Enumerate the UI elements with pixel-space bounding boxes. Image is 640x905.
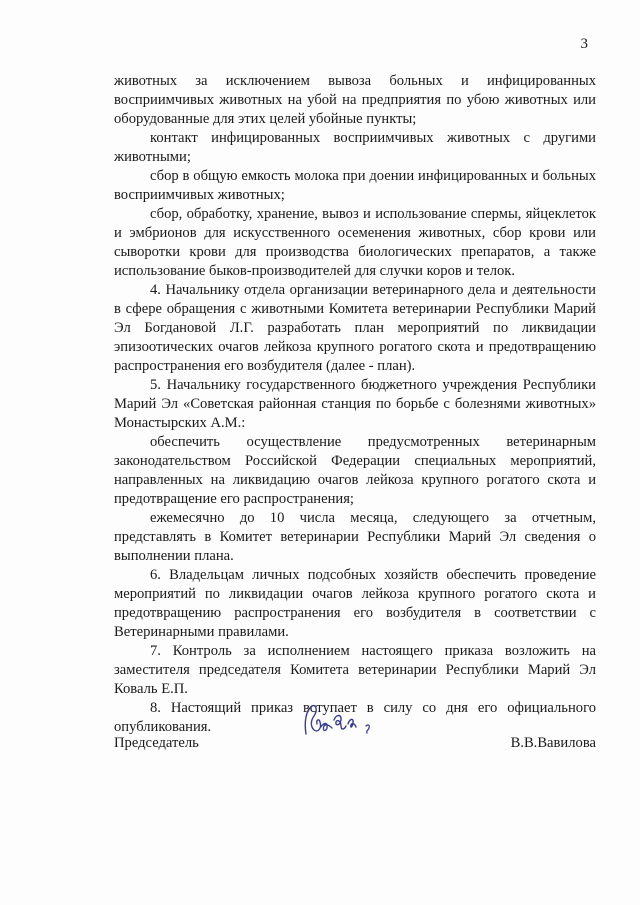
paragraph-5: 4. Начальнику отдела организации ветеринарного дела и деятельности в сфере обращения с животными Комитета ветеринарии Республики Марий Эл Богдановой Л.Г. разработать план мероприятий по ликвидации эпизоотических очагов лейкоза крупного рогатого скота и предотвращению распространения его возбудителя (далее - план). [114,282,596,374]
paragraph-9: 6. Владельцам личных подсобных хозяйств обеспечить проведение мероприятий по ликвидации очагов лейкоза крупного рогатого скота и предотвращению распространения его возбудителя в соответствии с Ветеринарными правилами. [114,567,596,640]
paragraph-7: обеспечить осуществление предусмотренных ветеринарным законодательством Российской Федерации специальных мероприятий, направленных на ликвидацию очагов лейкоза крупного рогатого скота и предотвращение его распространения; [114,434,596,507]
paragraph-4: сбор, обработку, хранение, вывоз и использование спермы, яйцеклеток и эмбрионов для искусственного осеменения животных, сбор крови или сыворотки крови для производства биологических препаратов, а также использование быков-производителей для случки коров и телок. [114,206,596,279]
paragraph-3: сбор в общую емкость молока при доении инфицированных и больных восприимчивых животных; [114,168,596,203]
paragraph-8: ежемесячно до 10 числа месяца, следующего за отчетным, представлять в Комитет ветеринарии Республики Марий Эл сведения о выполнении плана. [114,510,596,564]
paragraph-6: 5. Начальнику государственного бюджетного учреждения Республики Марий Эл «Советская районная станция по борьбе с болезнями животных» Монастырских А.М.: [114,377,596,431]
paragraph-10: 7. Контроль за исполнением настоящего приказа возложить на заместителя председателя Комитета ветеринарии Республики Марий Эл Коваль Е.П. [114,643,596,697]
page-number: 3 [580,36,588,52]
signatory-name: В.В.Вавилова [510,735,596,751]
paragraph-2: контакт инфицированных восприимчивых животных с другими животными; [114,130,596,165]
paragraph-11: 8. Настоящий приказ вступает в силу со дня его официального опубликования. [114,700,596,735]
signatory-position: Председатель [114,735,199,751]
document-body [114,72,596,737]
paragraph-1: животных за исключением вывоза больных и инфицированных восприимчивых животных на убой на предприятия по убою животных или оборудованные для этих целей убойные пункты; [114,73,596,127]
signature-block [114,735,596,755]
